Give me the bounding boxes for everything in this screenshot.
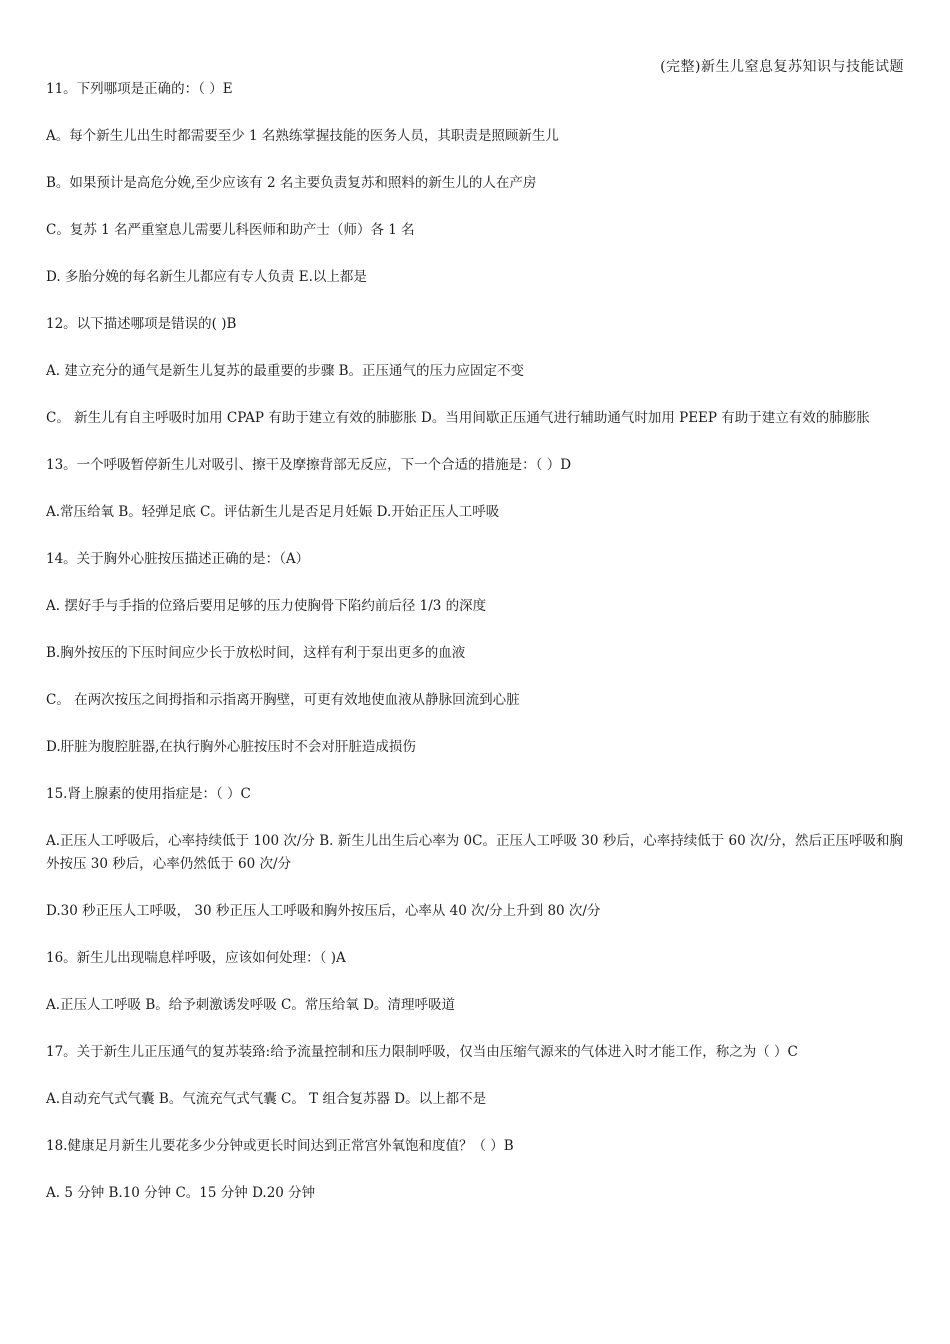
question-11-option-d: D. 多胎分娩的每名新生儿都应有专人负责 E.以上都是 (46, 269, 367, 285)
question-14-option-b: B.胸外按压的下压时间应少长于放松时间，这样有利于泵出更多的血液 (46, 645, 466, 661)
question-11-option-b: B。如果预计是高危分娩,至少应该有 2 名主要负责复苏和照料的新生儿的人在产房 (46, 175, 537, 191)
question-14-option-c: C。 在两次按压之间拇指和示指离开胸壁，可更有效地使血液从静脉回流到心脏 (46, 692, 520, 708)
question-13-stem: 13。一个呼吸暂停新生儿对吸引、擦干及摩擦背部无反应，下一个合适的措施是：（ ）D (46, 457, 572, 473)
question-14-option-a: A. 摆好手与手指的位臵后要用足够的压力使胸骨下陷约前后径 1/3 的深度 (46, 598, 487, 614)
question-12-options-cd: C。 新生儿有自主呼吸时加用 CPAP 有助于建立有效的肺膨胀 D。当用间歇正压通气进行辅助通气时加用 PEEP 有助于建立有效的肺膨胀 (46, 410, 870, 426)
question-16-options: A.正压人工呼吸 B。给予刺激诱发呼吸 C。常压给氧 D。清理呼吸道 (46, 997, 455, 1013)
question-17-stem: 17。关于新生儿正压通气的复苏装臵:给予流量控制和压力限制呼吸，仅当由压缩气源来的气体进入时才能工作，称之为（ ）C (46, 1044, 798, 1060)
question-14-option-d: D.肝脏为腹腔脏器,在执行胸外心脏按压时不会对肝脏造成损伤 (46, 739, 416, 755)
page-header-title: (完整)新生儿窒息复苏知识与技能试题 (660, 59, 904, 75)
question-13-options: A.常压给氧 B。轻弹足底 C。评估新生儿是否足月妊娠 D.开始正压人工呼吸 (46, 504, 500, 520)
question-11-option-a: A。每个新生儿出生时都需要至少 1 名熟练掌握技能的医务人员，其职责是照顾新生儿 (46, 128, 559, 144)
question-15-option-d: D.30 秒正压人工呼吸， 30 秒正压人工呼吸和胸外按压后，心率从 40 次/分上升到 80 次/分 (46, 903, 601, 919)
question-12-stem: 12。以下描述哪项是错误的( )B (46, 316, 237, 332)
question-15-stem: 15.肾上腺素的使用指症是：（ ）C (46, 786, 251, 802)
question-18-stem: 18.健康足月新生儿要花多少分钟或更长时间达到正常宫外氧饱和度值？（ ）B (46, 1138, 514, 1154)
question-18-options: A. 5 分钟 B.10 分钟 C。15 分钟 D.20 分钟 (46, 1185, 316, 1201)
question-11-option-c: C。复苏 1 名严重窒息儿需要儿科医师和助产士（师）各 1 名 (46, 222, 415, 238)
question-12-options-ab: A. 建立充分的通气是新生儿复苏的最重要的步骤 B。正压通气的压力应固定不变 (46, 363, 525, 379)
question-11-stem: 11。下列哪项是正确的：（ ）E (46, 81, 233, 97)
question-15-options-abc: A.正压人工呼吸后，心率持续低于 100 次/分 B. 新生儿出生后心率为 0C。正压人工呼吸 30 秒后，心率持续低于 60 次/分，然后正压呼吸和胸外按压 30 秒后，心率仍然低于 60 次/分 (46, 833, 904, 872)
question-14-stem: 14。关于胸外心脏按压描述正确的是：（A） (46, 551, 310, 567)
question-17-options: A.自动充气式气囊 B。气流充气式气囊 C。 T 组合复苏器 D。以上都不是 (46, 1091, 487, 1107)
question-content (46, 78, 908, 1205)
question-16-stem: 16。新生儿出现喘息样呼吸，应该如何处理：（ )A (46, 950, 346, 966)
